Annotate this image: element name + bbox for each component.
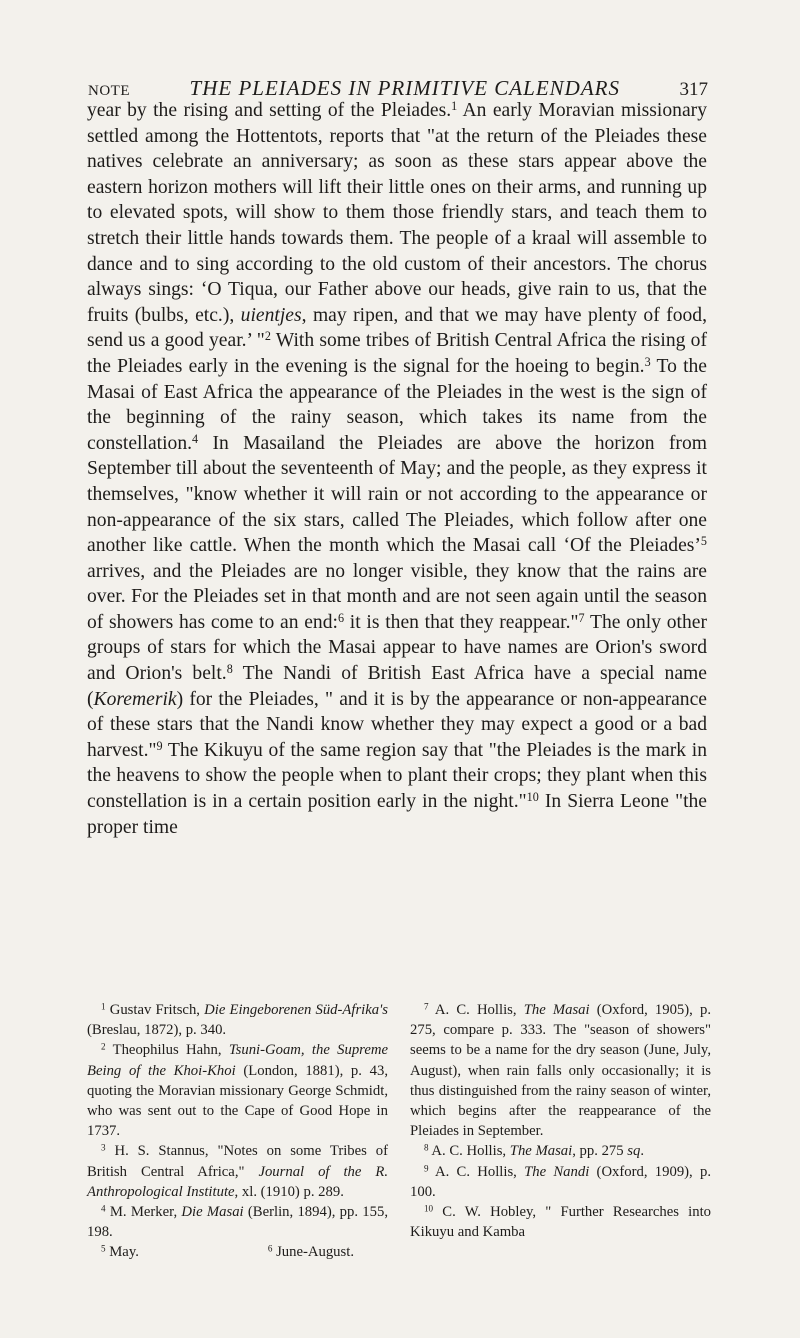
footnote-ref: 10 <box>526 789 539 804</box>
footnote-8: $^8$ A. C. Hollis, The Masai, pp. 275 sq. <box>424 1142 645 1160</box>
footnote-ref: 6 <box>337 610 345 625</box>
footnote-ref: 8 <box>226 662 233 676</box>
footnote-ref: 4 <box>192 431 199 446</box>
footnote-5: $^5$ May. <box>101 1243 139 1261</box>
footnote-7: $^7$ A. C. Hollis, The Masai (Oxford, 1905), p. 275, compare p. 333. The "season of showers" seems to be a name for the dry season (June, July, August), when rain falls only occasionally; it is thus distinguished from the rainy season of winter, which begins after the reappearance of the Pleiades in September. <box>410 1001 712 1140</box>
main-text <box>87 98 707 840</box>
footnote-6: $^6$ June-August. <box>267 1243 354 1261</box>
footnote-ref: 1 <box>451 98 458 113</box>
header-note-label: NOTE <box>88 83 130 99</box>
footnote-ref: 5 <box>700 534 707 549</box>
footnote-ref: 2 <box>264 329 271 344</box>
footnote-2: $^2$ Theophilus Hahn, Tsuni-Goam, the Supreme Being of the Khoi-Khoi (London, 1881), p. 43, quoting the Moravian missionary George Schmidt, who was sent out to the Cape of Good Hope in 1737. <box>87 1041 388 1140</box>
footnote-4: $^4$ M. Merker, Die Masai (Berlin, 1894), pp. 155, 198. <box>87 1203 388 1241</box>
footnote-3: $^3$ H. S. Stannus, "Notes on some Tribes of British Central Africa," Journal of the R. Anthropological Institute, xl. (1910) p. 289. <box>87 1142 388 1200</box>
footnotes <box>87 1000 711 1263</box>
footnotes-right-column <box>410 1000 711 1263</box>
footnote-9: $^9$ A. C. Hollis, The Nandi (Oxford, 1909), p. 100. <box>410 1163 711 1200</box>
footnote-1: $^1$ Gustav Fritsch, Die Eingeborenen Süd-Afrika's (Breslau, 1872), p. 340. <box>87 1001 388 1039</box>
footnotes-5-6 <box>87 1242 388 1262</box>
page-number: 317 <box>679 79 708 100</box>
footnote-ref: 7 <box>578 610 585 625</box>
footnote-10: $^{10}$ C. W. Hobley, " Further Researches into Kikuyu and Kamba <box>410 1203 711 1241</box>
header-title: THE PLEIADES IN PRIMITIVE CALENDARS <box>189 76 620 100</box>
footnotes-left-column <box>87 1000 388 1263</box>
footnote-ref: 3 <box>644 354 651 369</box>
footnote-ref: 9 <box>156 738 163 753</box>
paragraph: year by the rising and setting of the Pleiades.$^1$ An early Moravian missionary settled among the Hottentots, reports that "at the return of the Pleiades these natives celebrate an anniversary; as soon as these stars appear above the eastern horizon mothers will lift their little ones on their arms, and running up to elevated spots, will show to them those friendly stars, and teach them to stretch their little hands towards them. The people of a kraal will assemble to dance and to sing according to the old custom of their ancestors. The chorus always sings: ‘O Tiqua, our Father above our heads, give rain to us, that the fruits (bulbs, etc.), uientjes, may ripen, and that we may have plenty of food, send us a good year.’ "$^2$ With some tribes of British Central Africa the rising of the Pleiades early in the evening is the signal for the hoeing to begin.$^3$ To the Masai of East Africa the appearance of the Pleiades in the west is the sign of the beginning of the rainy season, which takes its name from the constellation.$^4$ In Masailand the Pleiades are above the horizon from September till about the seventeenth of May; and the people, as they express it themselves, "know whether it will rain or not according to the appearance or non-appearance of the six stars, called The Pleiades, which follow after one another like cattle. When the month which the Masai call ‘Of the Pleiades’$^5$ arrives, and the Pleiades are no longer visible, they know that the rains are over. For the Pleiades set in that month and are not seen again until the season of showers has come to an end:$^6$ it is then that they reappear."$^7$ The only other groups of stars for which the Masai appear to have names are Orion's sword and Orion's belt.$^8$ The Nandi of British East Africa have a special name (Koremerik) for the Pleiades, " and it is by the appearance or non-appearance of these stars that the Nandi know whether they may expect a good or a bad harvest."$^9$ The Kikuyu of the same region say that "the Pleiades is the mark in the heavens to show the people when to plant their crops; they plant when this constellation is in a certain position early in the night."$^{10}$ In Sierra Leone "the proper time <box>87 98 708 838</box>
